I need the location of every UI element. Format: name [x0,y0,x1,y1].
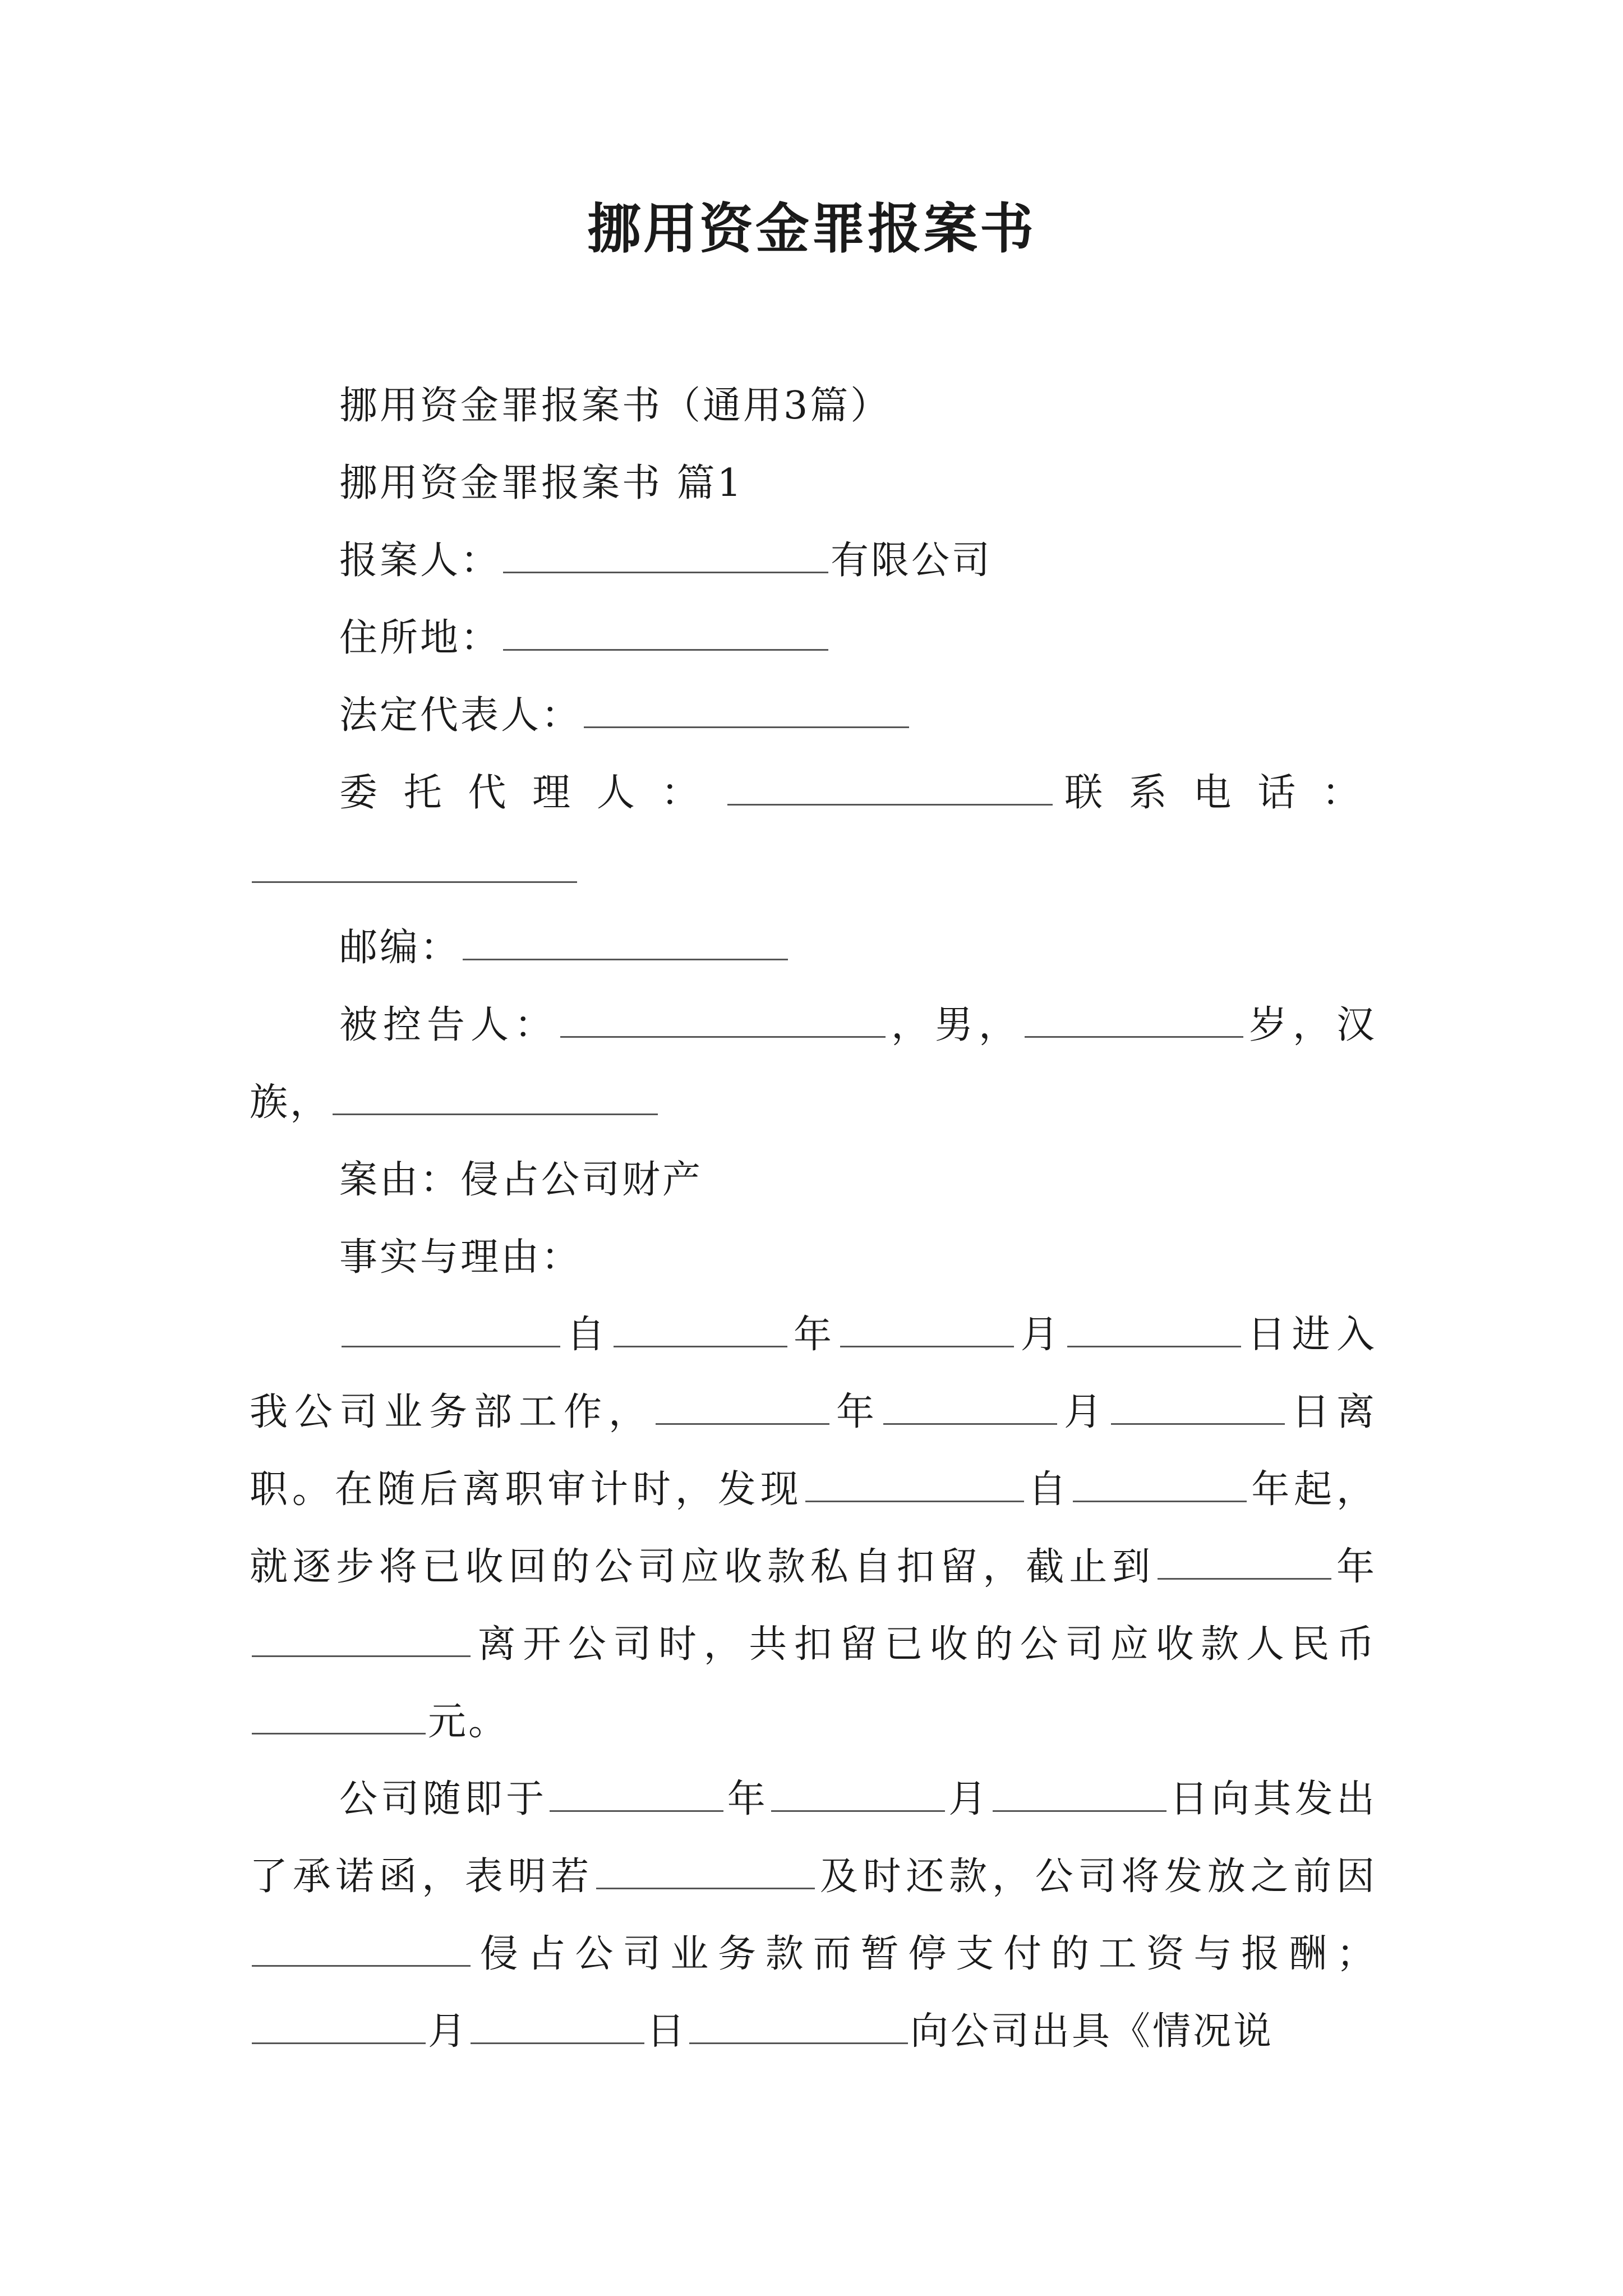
blank-name-2[interactable] [805,1468,1024,1502]
blank-month-2[interactable] [883,1391,1057,1425]
text-fragment: 日进入我公司业务部工作， [250,1313,1377,1434]
postcode-line [250,909,1377,987]
document-title: 挪用资金罪报案书 [587,197,1036,260]
address-blank[interactable] [503,616,828,651]
defendant-age-suffix: 岁，汉族， [250,1003,1377,1125]
text-fragment: 及时还款，公司将发放之前因 [817,1855,1377,1899]
case-cause-line: 案由：侵占公司财产 [339,1158,703,1202]
blank-year-2[interactable] [656,1391,829,1425]
text-fragment: 年 [831,1390,881,1434]
text-fragment: 年 [726,1777,769,1821]
blank-name-4[interactable] [596,1855,815,1889]
text-fragment: 月 [428,2009,469,2054]
blank-month-3[interactable] [771,1778,945,1812]
reporter-label: 报案人： [339,539,501,583]
blank-month-1[interactable] [840,1313,1014,1347]
defendant-label: 被控告人： [339,1003,558,1047]
text-fragment: 月 [947,1777,990,1821]
postcode-label: 邮编： [339,926,461,970]
text-fragment: 元。 [428,1700,509,1744]
defendant-extra-blank[interactable] [333,1081,658,1115]
section-heading: 挪用资金罪报案书 篇1 [339,461,744,505]
reporter-suffix: 有限公司 [831,539,993,583]
phone-label: 联系电话： [1055,771,1377,815]
reporter-blank[interactable] [503,539,828,573]
phone-blank[interactable] [252,849,577,883]
blank-month-4[interactable] [252,2010,426,2044]
blank-year-3[interactable] [1073,1468,1247,1502]
text-fragment: 日离职。在随后离职审计时，发现 [250,1390,1377,1512]
text-fragment: 公司随即于 [339,1777,548,1821]
blank-name-6[interactable] [689,2010,908,2044]
blank-day-2[interactable] [1111,1391,1285,1425]
postcode-blank[interactable] [463,926,788,960]
defendant-line [250,987,1377,1142]
agent-line [250,754,1377,909]
blank-year-4[interactable] [1158,1545,1331,1580]
facts-label-line: 事实与理由： [339,1235,582,1280]
subtitle-line: 挪用资金罪报案书（通用3篇） [339,384,891,428]
defendant-name-blank[interactable] [560,1004,886,1038]
text-fragment: 离开公司时，共扣留已收的公司应收款人民币 [473,1622,1377,1667]
text-fragment: 向公司出具《情况说 [910,2009,1274,2054]
facts-paragraph-2 [250,1761,1377,2070]
facts-paragraph-1 [250,1296,1377,1761]
text-fragment: 月 [1059,1390,1109,1434]
text-fragment: 日向其发出了承诺函，表明若 [250,1777,1377,1899]
blank-day-3[interactable] [993,1778,1166,1812]
text-fragment: 日 [647,2009,688,2054]
reporter-line [250,522,1377,600]
text-fragment: 自 [562,1313,611,1357]
blank-amount[interactable] [252,1700,426,1734]
text-fragment: 月 [1016,1313,1065,1357]
text-fragment: 年 [789,1313,838,1357]
defendant-age-blank[interactable] [1025,1004,1243,1038]
blank-name-5[interactable] [252,1932,471,1967]
blank-name-3[interactable] [252,1623,471,1657]
blank-name-1[interactable] [342,1313,560,1347]
legal-rep-blank[interactable] [584,694,909,728]
address-label: 住所地： [339,616,501,660]
legal-rep-label: 法定代表人： [339,693,582,738]
document-body [250,367,1377,2070]
text-fragment: 自 [1026,1467,1071,1512]
legal-rep-line [250,677,1377,754]
blank-year-5[interactable] [550,1778,723,1812]
agent-label: 委托代理人： [339,771,726,815]
text-fragment: 年起，就逐步将已收回的公司应收款私自扣留，截止到 [250,1467,1377,1589]
text-fragment: 年 [1334,1545,1377,1589]
address-line [250,600,1377,677]
blank-year-1[interactable] [614,1313,787,1347]
defendant-gender: ，男， [887,1003,1022,1047]
blank-day-1[interactable] [1067,1313,1241,1347]
agent-blank[interactable] [727,771,1053,806]
text-fragment: 侵占公司业务款而暂停支付的工资与报酬； [473,1932,1377,1976]
blank-day-4[interactable] [471,2010,644,2044]
